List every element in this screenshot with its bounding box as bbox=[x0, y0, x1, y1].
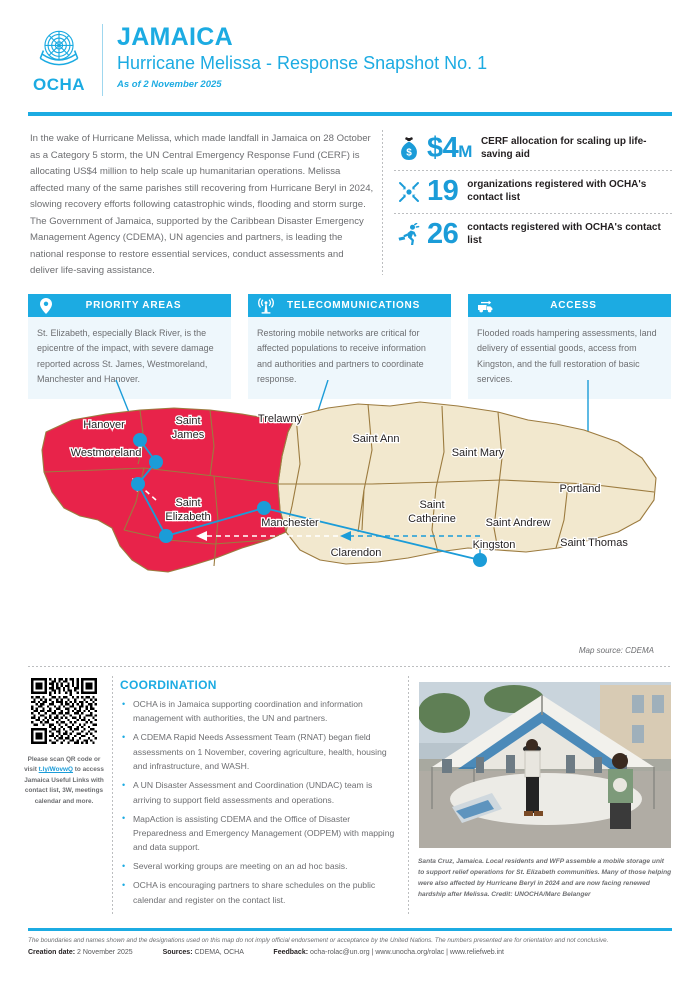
qr-coord-separator bbox=[112, 676, 113, 914]
info-box-title: TELECOMMUNICATIONS bbox=[286, 300, 421, 311]
list-item: • OCHA is in Jamaica supporting coordination and information management with authorities, the UN and partners. bbox=[120, 697, 402, 726]
parish-label-saint-mary: Saint Mary bbox=[451, 447, 505, 459]
relief-operations-photo bbox=[418, 681, 672, 849]
creation-date-value: 2 November 2025 bbox=[77, 949, 133, 956]
parish-label-saint-andrew: Saint Andrew bbox=[485, 517, 551, 529]
truck-icon bbox=[476, 299, 496, 313]
info-box-body: Flooded roads hampering assessments, land delivery of essential goods, access from Kingston, and the full restoration of basic services. bbox=[468, 317, 671, 399]
qr-caption bbox=[22, 755, 106, 807]
info-box-title: ACCESS bbox=[550, 300, 597, 311]
parish-label-saint-james: Saint bbox=[175, 415, 201, 427]
header-divider bbox=[102, 24, 103, 96]
info-box-title: PRIORITY AREAS bbox=[85, 300, 182, 311]
info-box-header bbox=[28, 294, 231, 317]
stat-row bbox=[394, 128, 674, 170]
feedback-label: Feedback: bbox=[273, 949, 309, 956]
stat-row bbox=[394, 214, 674, 256]
list-item: • MapAction is assisting CDEMA and the Office of Disaster Preparedness and Emergency Management (ODPEM) with mapping and data support. bbox=[120, 812, 402, 855]
header-rule bbox=[28, 112, 672, 116]
page-subtitle: Hurricane Melissa - Response Snapshot No. 1 bbox=[117, 53, 488, 74]
stat-row bbox=[394, 171, 674, 213]
parish-label-portland: Portland bbox=[559, 483, 601, 495]
stat-label: CERF allocation for scaling up life-saving aid bbox=[480, 135, 647, 160]
list-item: • Several working groups are meeting on an ad hoc basis. bbox=[120, 859, 402, 873]
narrative-stats-separator bbox=[382, 130, 383, 275]
key-figures-panel bbox=[394, 128, 674, 256]
list-item: • A UN Disaster Assessment and Coordination (UNDAC) team is arriving to support field assessments and operations. bbox=[120, 778, 402, 807]
footer-rule bbox=[28, 928, 672, 931]
coordination-list bbox=[120, 697, 402, 907]
info-box-header bbox=[468, 294, 671, 317]
antenna-icon bbox=[256, 298, 276, 314]
header-titles bbox=[117, 22, 487, 90]
list-item: • OCHA is encouraging partners to share schedules on the public calendar and register on the contact list. bbox=[120, 878, 402, 907]
ocha-logo bbox=[28, 22, 90, 100]
info-box-body: St. Elizabeth, especially Black River, is the epicentre of the impact, with severe damage reported across St. James, Westmoreland, Manchester and Hanover. bbox=[28, 317, 231, 399]
map-source-caption: Map source: CDEMA bbox=[578, 646, 654, 655]
parish-label-saint-catherine-2: Catherine bbox=[408, 513, 456, 525]
info-box-header bbox=[248, 294, 451, 317]
page-title: JAMAICA bbox=[117, 23, 233, 51]
parish-label-westmoreland: Westmoreland bbox=[70, 447, 142, 459]
running-person-icon bbox=[394, 223, 424, 247]
sources-value: CDEMA, OCHA bbox=[194, 949, 244, 956]
parish-label-kingston: Kingston bbox=[472, 539, 516, 551]
footer-meta bbox=[28, 948, 672, 959]
feedback-value[interactable]: ocha-rolac@un.org | www.unocha.org/rolac | www.reliefweb.int bbox=[310, 949, 504, 956]
qr-caption-before: Please scan QR code or visit bbox=[24, 756, 101, 774]
parish-label-saint-thomas: Saint Thomas bbox=[560, 537, 628, 549]
parish-label-trelawny: Trelawny bbox=[257, 413, 303, 425]
section-divider bbox=[28, 666, 672, 667]
parish-label-saint-elizabeth-2: Elizabeth bbox=[165, 511, 211, 523]
list-item: • A CDEMA Rapid Needs Assessment Team (RNAT) began field assessments on 1 November, covering agriculture, health, housing and infrastructure, and WASH. bbox=[120, 730, 402, 773]
parish-label-saint-catherine: Saint bbox=[419, 499, 445, 511]
stat-value: $4M bbox=[427, 132, 472, 164]
parish-label-saint-ann: Saint Ann bbox=[352, 433, 400, 445]
info-box-body: Restoring mobile networks are critical for affected populations to receive information and authorities and partners to coordinate response. bbox=[248, 317, 451, 399]
coordination-section bbox=[120, 678, 402, 912]
sources-label: Sources: bbox=[162, 949, 193, 956]
un-emblem-icon bbox=[33, 22, 85, 74]
page-header bbox=[28, 22, 672, 100]
photo-caption: Santa Cruz, Jamaica. Local residents and WFP assemble a mobile storage unit to support relief operations for St. Elizabeth communities. Many of those helping were also affected by Hurricane Beryl in 2024 and are now facing renewed hardship after Melissa. Credit: UNOCHA/Marc Belanger bbox=[418, 858, 672, 898]
photo-illustration bbox=[418, 681, 672, 849]
footer-disclaimer: The boundaries and names shown and the designations used on this map do not imply official endorsement or acceptance by the United Nations. The numbers presented are for orientation and not conclusive. bbox=[28, 937, 609, 944]
stat-label: organizations registered with OCHA's contact list bbox=[467, 178, 647, 203]
useful-links-link[interactable]: t.ly/WovwQ bbox=[38, 766, 73, 774]
narrative-text: In the wake of Hurricane Melissa, which made landfall in Jamaica on 28 October as a Category 5 storm, the UN Central Emergency Response Fund (CERF) is allocating US$4 million to help scale up humanitarian operations. Melissa affected many of the same parishes still recovering from Hurricane Beryl in 2024, slowing recovery efforts following catastrophic winds, flooding and storm surge. The Government of Jamaica, supported by the Caribbean Disaster Emergency Management Agency (CDEMA), UN agencies and partners, is leading the national response to restore essential services, conduct assessments and deliver life-saving assistance. bbox=[30, 133, 374, 276]
stat-value: 19 bbox=[427, 175, 459, 207]
map-svg bbox=[28, 380, 672, 642]
jamaica-parish-map bbox=[28, 380, 672, 655]
qr-section bbox=[22, 678, 106, 807]
stat-value: 26 bbox=[427, 218, 459, 250]
creation-date-label: Creation date: bbox=[28, 949, 76, 956]
coordination-arrows-icon bbox=[394, 180, 424, 204]
coordination-title: COORDINATION bbox=[120, 678, 217, 692]
svg-text:$: $ bbox=[406, 146, 412, 158]
as-of-date: As of 2 November 2025 bbox=[117, 78, 222, 90]
location-pin-icon bbox=[36, 298, 56, 314]
qr-caption-after: to access Jamaica Useful Links with contact list, 3W, meetings calendar and more. bbox=[24, 766, 104, 805]
coord-photo-separator bbox=[408, 676, 409, 914]
parish-label-saint-elizabeth: Saint bbox=[175, 497, 201, 509]
qr-code-icon[interactable] bbox=[31, 678, 97, 744]
parish-label-manchester: Manchester bbox=[261, 517, 319, 529]
money-bag-icon bbox=[394, 137, 424, 161]
ocha-wordmark: OCHA bbox=[32, 75, 86, 94]
parish-label-hanover: Hanover bbox=[83, 419, 125, 431]
stat-label: contacts registered with OCHA's contact list bbox=[467, 221, 661, 246]
parish-label-clarendon: Clarendon bbox=[330, 547, 382, 559]
parish-label-saint-james-2: James bbox=[171, 429, 205, 441]
